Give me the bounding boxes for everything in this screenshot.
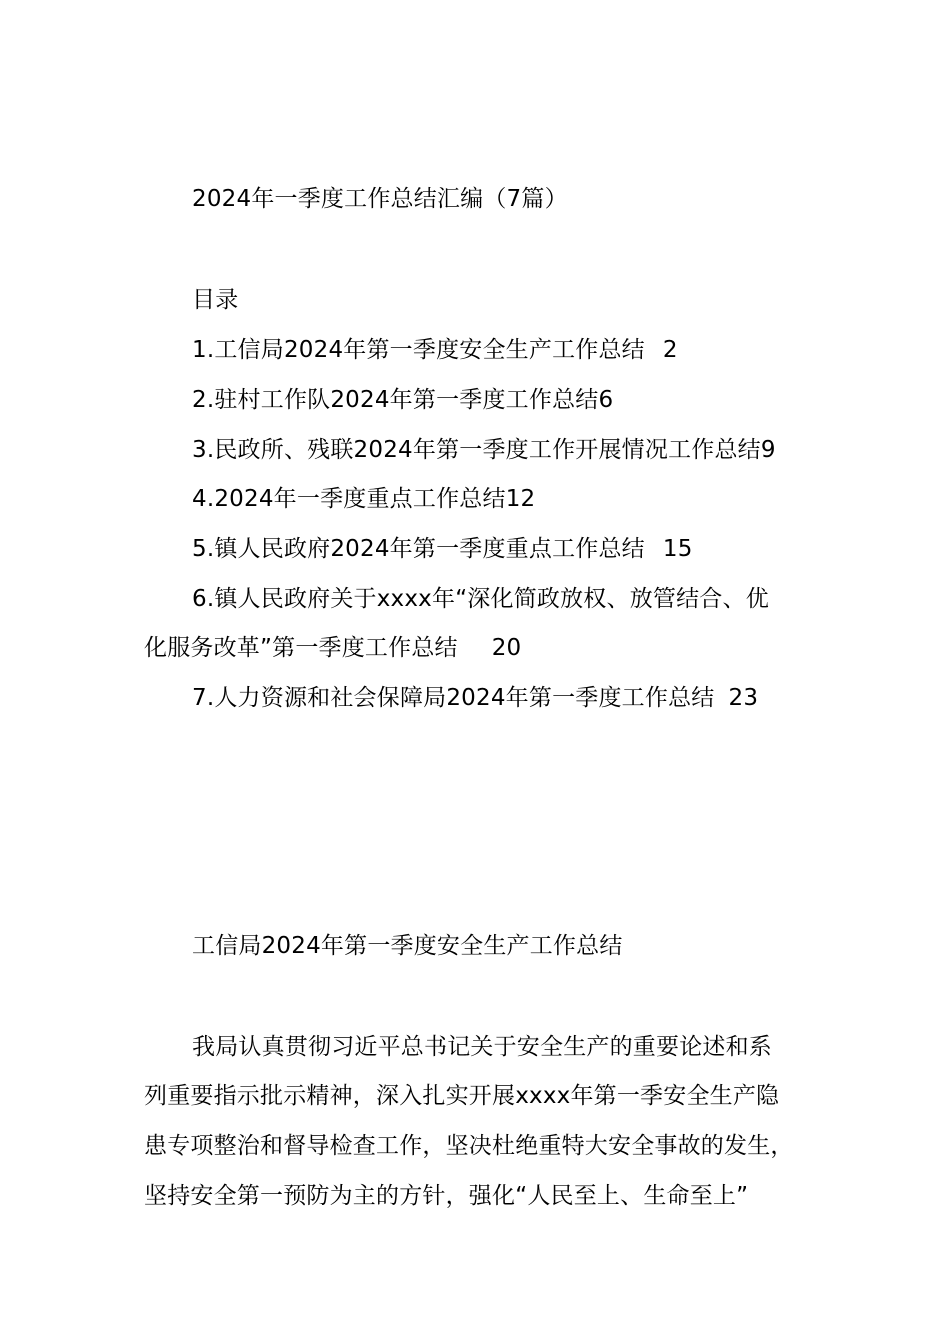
toc-entry: [192, 385, 613, 415]
body-line: 患专项整治和督导检查工作，坚决杜绝重特大安全事故的发生，: [144, 1133, 794, 1159]
body-line: 坚持安全第一预防为主的方针，强化“人民至上、生命至上”: [144, 1183, 749, 1209]
toc-entry-text: 3.民政所、残联2024年第一季度工作开展情况工作总结: [192, 437, 761, 463]
toc-heading: 目录: [192, 287, 239, 313]
body-line: 列重要指示批示精神，深入扎实开展xxxx年第一季安全生产隐: [144, 1083, 780, 1109]
toc-entry-page: 15: [662, 536, 693, 562]
toc-entry-text: 5.镇人民政府2024年第一季度重点工作总结: [192, 536, 645, 562]
toc-entry-page: 12: [505, 486, 536, 512]
body-line: 我局认真贯彻习近平总书记关于安全生产的重要论述和系: [192, 1034, 772, 1060]
toc-entry-text: 化服务改革”第一季度工作总结: [144, 635, 458, 661]
toc-entry-page: 9: [760, 437, 776, 463]
toc-entry: [192, 584, 769, 614]
toc-entry-page: 23: [728, 685, 759, 711]
toc-entry-text: 2.驻村工作队2024年第一季度工作总结: [192, 387, 599, 413]
toc-entry-page: 6: [598, 387, 614, 413]
section-title: 工信局2024年第一季度安全生产工作总结: [192, 933, 623, 959]
toc-entry-text: 1.工信局2024年第一季度安全生产工作总结: [192, 337, 645, 363]
toc-entry-text: 6.镇人民政府关于xxxx年“深化简政放权、放管结合、优: [192, 586, 769, 612]
document-title: 2024年一季度工作总结汇编（7篇）: [192, 186, 568, 212]
toc-entry: [192, 435, 776, 465]
toc-entry-page: 2: [662, 337, 678, 363]
toc-entry: [192, 484, 535, 514]
toc-entry: [192, 335, 678, 365]
toc-entry-continuation: [144, 633, 521, 663]
toc-entry: [192, 534, 693, 564]
toc-entry-text: 4.2024年一季度重点工作总结: [192, 486, 506, 512]
toc-entry-text: 7.人力资源和社会保障局2024年第一季度工作总结: [192, 685, 715, 711]
toc-entry-page: 20: [491, 635, 522, 661]
toc-entry: [192, 683, 758, 713]
